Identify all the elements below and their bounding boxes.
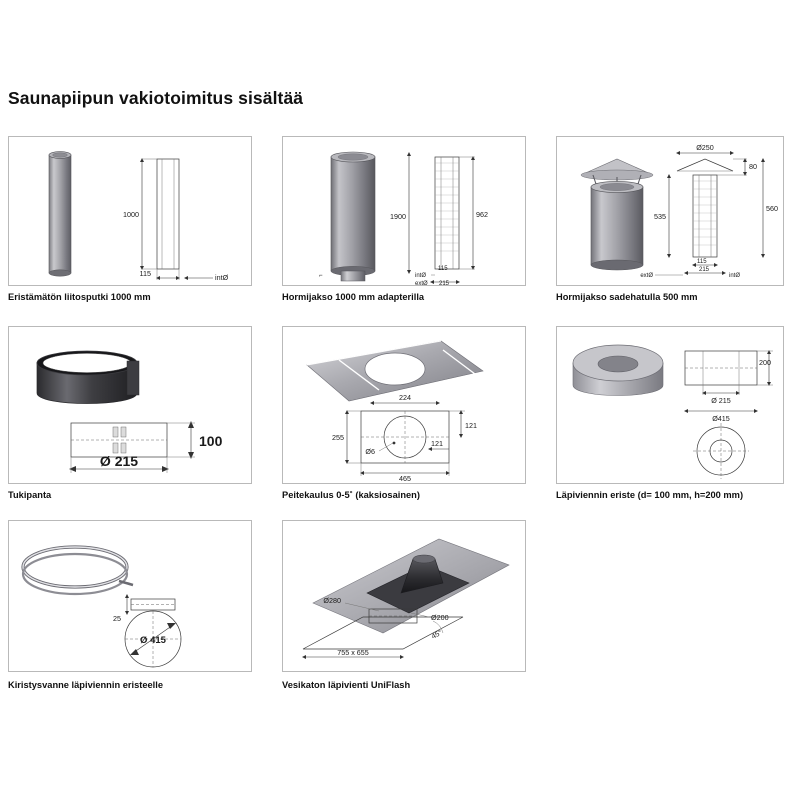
diagram-hormijakso-sadehatulla	[557, 137, 784, 286]
dim-d415: Ø 415	[140, 635, 166, 646]
caption-hormijakso-adapterilla: Hormijakso 1000 mm adapterilla	[282, 292, 425, 302]
diagram-peitekaulus	[283, 327, 526, 484]
figure-panel-kiristysvanne	[8, 520, 252, 672]
diagram-vesikaton-lapivienti	[283, 521, 526, 672]
dim-d415: Ø415	[712, 414, 730, 423]
figure-panel-tukipanta	[8, 326, 252, 484]
caption-eristamaton-liitosputki: Eristämätön liitosputki 1000 mm	[8, 292, 151, 302]
dim-215: 215	[439, 281, 450, 286]
dim-100: 100	[199, 433, 223, 449]
dim-80: 80	[749, 162, 757, 171]
dim-1900: 1900	[390, 212, 406, 221]
dim-121-inner: 121	[431, 439, 443, 448]
dim-465: 465	[399, 474, 411, 483]
dim-962: 962	[476, 210, 488, 219]
dim-215: 215	[699, 267, 710, 273]
dim-int-diameter: intØ	[215, 273, 229, 282]
dim-200: 200	[759, 358, 771, 367]
dim-255: 255	[332, 433, 344, 442]
diagram-kiristysvanne	[9, 521, 252, 672]
diagram-tukipanta	[9, 327, 252, 484]
dim-115: 115	[438, 266, 448, 272]
dim-121-right: 121	[465, 421, 477, 430]
caption-kiristysvanne: Kiristysvanne läpiviennin eristeelle	[8, 680, 164, 690]
dim-d215: Ø 215	[99, 453, 139, 469]
figure-panel-hormijakso-adapterilla	[282, 136, 526, 286]
caption-vesikaton-lapivienti: Vesikaton läpivienti UniFlash	[282, 680, 411, 690]
dim-224: 224	[399, 393, 411, 402]
dim-angle-45: 45°	[429, 627, 444, 641]
figure-panel-hormijakso-sadehatulla	[556, 136, 784, 286]
figure-panel-peitekaulus	[282, 326, 526, 484]
caption-hormijakso-sadehatulla: Hormijakso sadehatulla 500 mm	[556, 292, 698, 302]
figure-panel-eristamaton-liitosputki	[8, 136, 252, 286]
figure-panel-lapiviennin-eriste	[556, 326, 784, 484]
dim-d200: Ø200	[431, 613, 449, 622]
caption-lapiviennin-eriste: Läpiviennin eriste (d= 100 mm, h=200 mm)	[556, 490, 744, 500]
caption-tukipanta: Tukipanta	[8, 490, 52, 500]
dim-1000: 1000	[123, 210, 139, 219]
diagram-eristamaton-liitosputki	[9, 137, 252, 286]
leader-mark: ⌐	[319, 273, 323, 279]
dim-25: 25	[113, 614, 121, 623]
dim-d280: Ø280	[323, 596, 341, 605]
dim-ext-diameter: extØ	[415, 281, 428, 286]
dim-115: 115	[697, 259, 707, 265]
dim-int-diameter: intØ	[729, 273, 741, 279]
dim-int-diameter: intØ	[415, 273, 427, 279]
figure-panel-vesikaton-lapivienti	[282, 520, 526, 672]
dim-d215: Ø 215	[711, 396, 731, 405]
dim-d250: Ø250	[696, 143, 714, 152]
diagram-lapiviennin-eriste	[557, 327, 784, 484]
dim-560: 560	[766, 204, 778, 213]
dim-535: 535	[654, 212, 666, 221]
page-title: Saunapiipun vakiotoimitus sisältää	[8, 88, 304, 108]
caption-peitekaulus: Peitekaulus 0-5˚ (kaksiosainen)	[282, 490, 420, 500]
dim-755x655: 755 x 655	[337, 648, 369, 657]
dim-ext-diameter: extØ	[640, 273, 653, 279]
diagram-hormijakso-adapterilla	[283, 137, 526, 286]
dim-115: 115	[139, 269, 151, 278]
dim-d6: Ø6	[365, 447, 375, 456]
